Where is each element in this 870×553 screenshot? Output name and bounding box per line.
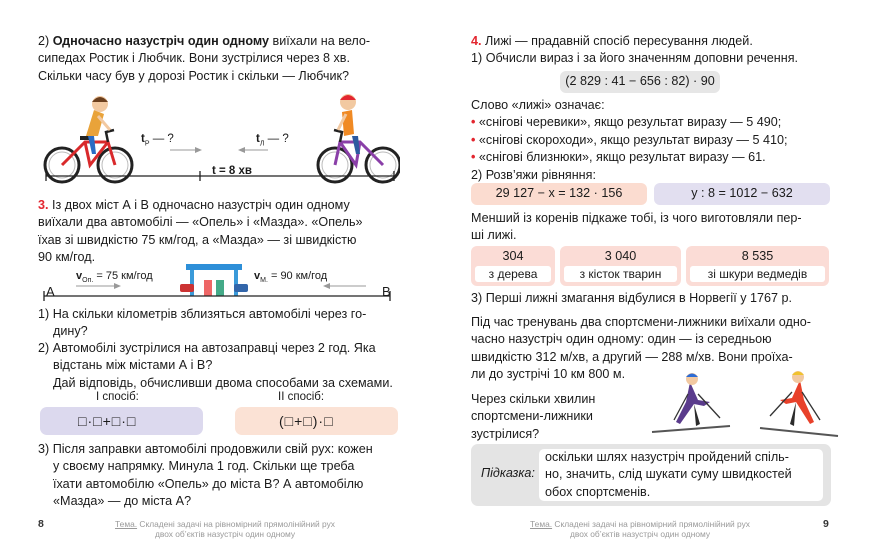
time-rostyk-label: $t_Р$ — ? — [141, 133, 174, 148]
problem-3-text: 3. Із двох міст А і В одночасно назустріч один одному виїхали два автомобілі — «Опель» і «Мазда». «Опель» їхав зі швидкістю 75 км/год, а «Мазда» — зі швидкістю 90 км/год. — [38, 198, 363, 265]
right-page — [435, 0, 870, 553]
equation-2-box: y : 8 = 1012 − 632 — [654, 183, 830, 205]
bullet-item: • «снігові черевики», якщо результат виразу — 5 490; — [471, 115, 782, 130]
bullet-item: • «снігові скороходи», якщо результат виразу — 5 410; — [471, 132, 788, 147]
hint-box — [471, 444, 831, 506]
city-a-label: А — [46, 284, 55, 299]
expression-box: (2 829 : 41 − 656 : 82) · 90 — [560, 71, 720, 93]
skier-left-image — [652, 373, 730, 432]
meaning-list: Слово «лижі» означає: • «снігові черевики», якщо результат виразу — 5 490; • «снігові скороходи», якщо результат виразу — 5 410; • «снігові близнюки», якщо результат виразу — 61. 2) Розв’яжи рівняння: — [471, 97, 856, 184]
time-liubchyk-label: $t_Л$ — ? — [256, 133, 289, 148]
total-time-label: t = 8 хв — [212, 165, 252, 177]
gas-station-image — [180, 264, 248, 296]
cyclist-right-image — [318, 94, 400, 182]
option-label: зі шкури ведмедів — [690, 266, 825, 282]
question-3-right-text: 3) Перші лижні змагання відбулися в Норвегії у 1767 р. — [471, 291, 793, 305]
question-3-text: 3) Після заправки автомобілі продовжили свій рух: кожен у своєму напрямку. Минула 1 год. Скільки ще треба їхати автомобілю «Опель» до міста В? А автомобілю «Мазда» — до міста А? — [38, 442, 373, 509]
question-1-text: 1) На скільки кілометрів зблизяться автомобілі через го- дину? — [38, 307, 367, 339]
problem-2-text: 2) Одночасно назустріч один одному виїхали на вело- сипедах Ростик і Любчик. Вони зустрілися через 8 хв. Скільки часу був у дорозі Ростик і скільки — Любчик? — [38, 34, 371, 83]
city-b-label: В — [382, 284, 391, 299]
hint-text: оскільки шлях назустріч пройдений спіль- но, значить, слід шукати суму швидкостей обох спортсменів. — [539, 449, 823, 501]
option-value: 304 — [502, 249, 524, 263]
way-1-formula: □·□+□·□ — [78, 413, 137, 429]
bullet-item: • «снігові близнюки», якщо результат виразу — 61. — [471, 150, 766, 165]
skiers-illustration — [650, 370, 840, 442]
way-1-label: І спосіб: — [96, 391, 139, 403]
option-label: з кісток тварин — [564, 266, 677, 282]
way-2-formula: (□+□)·□ — [279, 413, 334, 429]
way-2-scheme — [235, 407, 398, 435]
way-2-label: ІІ спосіб: — [278, 391, 325, 403]
option-label: з дерева — [475, 266, 551, 282]
speed-opel-label: $v_{Оп.} = 75$ км/год — [76, 270, 153, 285]
footer-right: Тема. Складені задачі на рівномірний прямолінійний рух двох об’єктів назустріч один одному — [530, 519, 750, 539]
option-value: 3 040 — [604, 249, 637, 263]
question-2-text: 2) Автомобілі зустрілися на автозаправці через 2 год. Яка відстань між містами А і В? Дай відповідь, обчисливши двома способами за схемами. — [38, 341, 393, 390]
cars-scheme-diagram — [40, 262, 400, 304]
speed-mazda-label: $v_{М.} = 90$ км/год — [254, 270, 328, 285]
footer-left: Тема. Складені задачі на рівномірний прямолінійний рух двох об’єктів назустріч один одному — [115, 519, 335, 539]
cyclist-left-image — [45, 96, 132, 182]
option-card — [471, 246, 555, 286]
way-1-scheme — [40, 407, 203, 435]
page-number-left: 8 — [38, 518, 44, 530]
equation-1-box: 29 127 − x = 132 · 156 — [471, 183, 647, 205]
page-number-right: 9 — [823, 518, 829, 530]
option-card — [686, 246, 829, 286]
smaller-root-text: Менший із коренів підкаже тобі, із чого виготовляли пер- ші лижі. — [471, 211, 802, 243]
hint-label: Підказка: — [481, 466, 535, 480]
option-value: 8 535 — [741, 249, 774, 263]
training-text: Під час тренувань два спортсмени-лижники виїхали одно- часно назустріч один одному: один — із середньою швидкістю 312 м/хв, а другий — 288 м/хв. Вони проїха- ли до зустрічі 10 км 800 м. — [471, 315, 812, 382]
question-skiers-text: Через скільки хвилин спортсмени-лижники зустрілися? — [471, 392, 596, 441]
skier-right-image — [760, 371, 838, 436]
task-4-text: 4. Лижі — прадавній спосіб пересування людей. 1) Обчисли вираз і за його значенням доповни речення. — [471, 34, 799, 66]
option-card — [560, 246, 681, 286]
